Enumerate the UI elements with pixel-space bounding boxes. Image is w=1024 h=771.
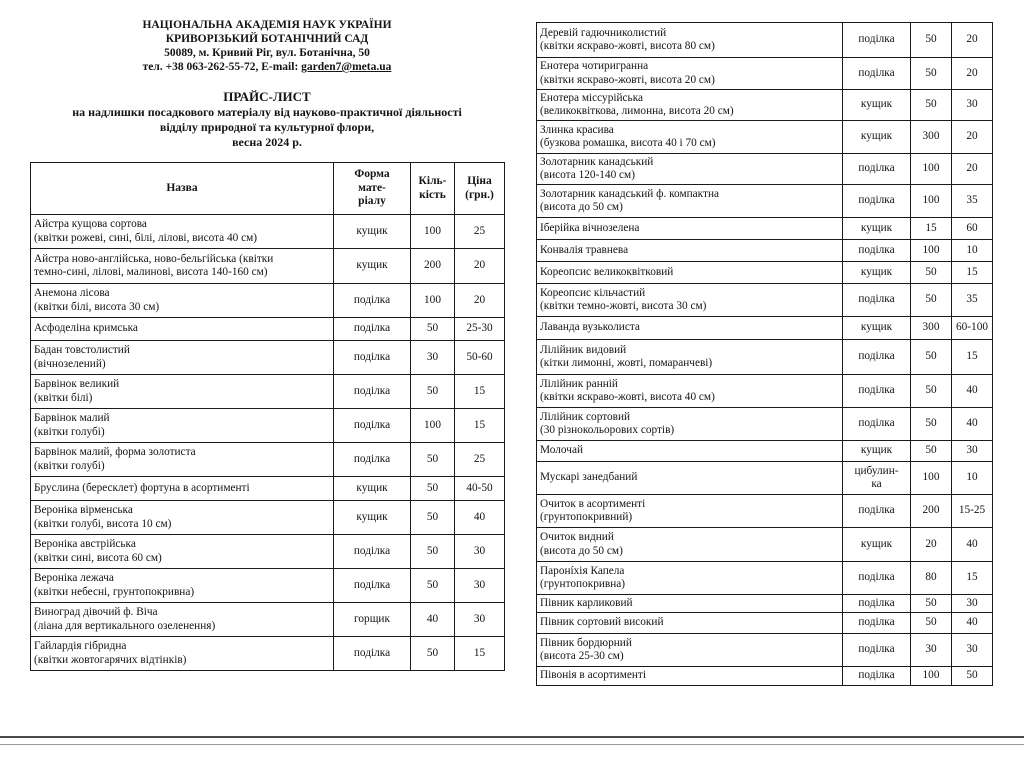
plant-name-cell: Енотера чотиригранна (квітки яскраво-жовті, висота 20 см)	[537, 58, 843, 90]
plant-name-cell: Енотера міссурійська (великоквіткова, лимонна, висота 20 см)	[537, 90, 843, 121]
plant-name-cell: Лаванда вузьколиста	[537, 317, 843, 340]
form-cell: кущик	[843, 528, 911, 562]
price-cell: 30	[952, 441, 993, 462]
plant-name-cell: Лілійник ранній (квітки яскраво-жовті, висота 40 см)	[537, 375, 843, 408]
plant-name-cell: Вероніка австрійська (квітки сині, висота 60 см)	[31, 535, 334, 569]
form-cell: цибулин- ка	[843, 462, 911, 495]
price-cell: 30	[952, 595, 993, 613]
left-page	[30, 18, 504, 671]
col-name-header: Назва	[31, 163, 334, 215]
quantity-cell: 300	[911, 121, 952, 154]
doc-subtitle-1: на надлишки посадкового матеріалу від науково-практичної діяльності	[72, 105, 462, 119]
table-row	[31, 375, 505, 409]
price-cell: 50-60	[455, 341, 505, 375]
plant-name-cell: Барвінок малий, форма золотиста (квітки голубі)	[31, 443, 334, 477]
quantity-cell: 50	[911, 595, 952, 613]
form-cell: поділка	[334, 637, 411, 671]
plant-name-cell: Конвалія травнева	[537, 240, 843, 262]
quantity-cell: 50	[411, 375, 455, 409]
form-cell: поділка	[843, 595, 911, 613]
table-row	[537, 218, 993, 240]
quantity-cell: 50	[411, 318, 455, 341]
form-cell: поділка	[843, 634, 911, 667]
plant-name-cell: Злинка красива (бузкова ромашка, висота 40 і 70 см)	[537, 121, 843, 154]
price-cell: 20	[952, 58, 993, 90]
org-name-2: КРИВОРІЗЬКИЙ БОТАНІЧНИЙ САД	[165, 33, 369, 45]
table-row	[537, 375, 993, 408]
table-row	[31, 341, 505, 375]
form-cell: поділка	[843, 284, 911, 317]
table-row	[31, 215, 505, 249]
price-cell: 15	[455, 375, 505, 409]
plant-name-cell: Золотарник канадський ф. компактна (висота до 50 см)	[537, 185, 843, 218]
letterhead	[30, 18, 504, 74]
table-row	[31, 284, 505, 318]
price-cell: 20	[455, 249, 505, 284]
price-cell: 10	[952, 462, 993, 495]
plant-name-cell: Очиток в асортименті (грунтопокривний)	[537, 495, 843, 528]
quantity-cell: 200	[911, 495, 952, 528]
form-cell: поділка	[334, 535, 411, 569]
price-cell: 25-30	[455, 318, 505, 341]
email-link[interactable]: garden7@meta.ua	[301, 61, 392, 73]
table-row	[537, 528, 993, 562]
table-row	[537, 340, 993, 375]
price-cell: 40	[952, 375, 993, 408]
doc-subtitle-2: відділу природної та культурної флори,	[159, 120, 375, 134]
form-cell: горщик	[334, 603, 411, 637]
form-cell: поділка	[334, 443, 411, 477]
form-cell: поділка	[843, 240, 911, 262]
quantity-cell: 100	[911, 462, 952, 495]
quantity-cell: 50	[911, 441, 952, 462]
form-cell: кущик	[843, 218, 911, 240]
price-cell: 30	[952, 634, 993, 667]
table-row	[537, 441, 993, 462]
quantity-cell: 40	[411, 603, 455, 637]
table-row	[537, 495, 993, 528]
price-cell: 30	[952, 90, 993, 121]
form-cell: поділка	[843, 58, 911, 90]
doc-subtitle-3: весна 2024 р.	[232, 135, 302, 149]
table-row	[537, 462, 993, 495]
plant-name-cell: Вероніка лежача (квітки небесні, грунтопокривна)	[31, 569, 334, 603]
table-row	[537, 595, 993, 613]
table-row	[537, 408, 993, 441]
quantity-cell: 50	[411, 443, 455, 477]
org-name-1: НАЦІОНАЛЬНА АКАДЕМІЯ НАУК УКРАЇНИ	[142, 19, 392, 31]
plant-name-cell: Виноград дівочий ф. Віча (ліана для вертикального озеленення)	[31, 603, 334, 637]
form-cell: кущик	[334, 215, 411, 249]
table-row	[537, 58, 993, 90]
table-row	[537, 154, 993, 185]
table-row	[31, 501, 505, 535]
quantity-cell: 100	[911, 240, 952, 262]
plant-name-cell: Вероніка вірменська (квітки голубі, висота 10 см)	[31, 501, 334, 535]
plant-name-cell: Півник сортовий високий	[537, 613, 843, 634]
price-cell: 20	[952, 23, 993, 58]
quantity-cell: 100	[411, 284, 455, 318]
form-cell: поділка	[334, 569, 411, 603]
contact-line	[30, 60, 504, 74]
plant-name-cell: Барвінок великий (квітки білі)	[31, 375, 334, 409]
table-row	[537, 613, 993, 634]
form-cell: кущик	[334, 249, 411, 284]
price-cell: 40-50	[455, 477, 505, 501]
plant-name-cell: Лілійник видовий (кітки лимонні, жовті, помаранчеві)	[537, 340, 843, 375]
quantity-cell: 80	[911, 562, 952, 595]
plant-name-cell: Айстра кущова сортова (квітки рожеві, сині, білі, лілові, висота 40 см)	[31, 215, 334, 249]
col-qty-header: Кіль- кість	[411, 163, 455, 215]
table-row	[537, 562, 993, 595]
table-row	[537, 121, 993, 154]
quantity-cell: 50	[911, 284, 952, 317]
plant-name-cell: Анемона лісова (квітки білі, висота 30 см)	[31, 284, 334, 318]
price-cell: 40	[952, 613, 993, 634]
quantity-cell: 50	[911, 613, 952, 634]
form-cell: поділка	[843, 23, 911, 58]
plant-name-cell: Золотарник канадський (висота 120-140 см)	[537, 154, 843, 185]
plant-name-cell: Паронíхія Капела (грунтопокривна)	[537, 562, 843, 595]
quantity-cell: 50	[911, 58, 952, 90]
price-cell: 20	[455, 284, 505, 318]
form-cell: поділка	[334, 409, 411, 443]
price-table-right	[536, 22, 993, 686]
form-cell: кущик	[334, 477, 411, 501]
quantity-cell: 100	[911, 185, 952, 218]
plant-name-cell: Кореопсис великоквітковий	[537, 262, 843, 284]
price-cell: 15	[952, 262, 993, 284]
price-cell: 15	[952, 340, 993, 375]
form-cell: поділка	[334, 341, 411, 375]
quantity-cell: 15	[911, 218, 952, 240]
scan-edge-line-faint	[0, 744, 1024, 745]
quantity-cell: 200	[411, 249, 455, 284]
price-cell: 25	[455, 443, 505, 477]
quantity-cell: 50	[911, 262, 952, 284]
plant-name-cell: Деревій гадючниколистий (квітки яскраво-жовті, висота 80 см)	[537, 23, 843, 58]
price-cell: 60	[952, 218, 993, 240]
plant-name-cell: Півник карликовий	[537, 595, 843, 613]
price-cell: 15	[952, 562, 993, 595]
table-row	[31, 535, 505, 569]
form-cell: поділка	[334, 318, 411, 341]
price-table-left	[30, 162, 505, 671]
left-table-body	[31, 215, 505, 671]
table-row	[31, 603, 505, 637]
table-row	[31, 443, 505, 477]
quantity-cell: 50	[411, 477, 455, 501]
price-cell: 50	[952, 667, 993, 686]
form-cell: поділка	[334, 375, 411, 409]
quantity-cell: 100	[411, 215, 455, 249]
plant-name-cell: Півонія в асортименті	[537, 667, 843, 686]
plant-name-cell: Айстра ново-англійська, ново-бельгійська (квітки темно-сині, лілові, малинові, висота 140-160 см)	[31, 249, 334, 284]
table-row	[537, 667, 993, 686]
quantity-cell: 50	[411, 569, 455, 603]
form-cell: поділка	[843, 562, 911, 595]
price-cell: 30	[455, 535, 505, 569]
price-cell: 30	[455, 603, 505, 637]
table-row	[537, 634, 993, 667]
table-row	[537, 262, 993, 284]
plant-name-cell: Мускарі занедбаний	[537, 462, 843, 495]
quantity-cell: 300	[911, 317, 952, 340]
price-cell: 20	[952, 154, 993, 185]
right-page	[536, 22, 992, 686]
plant-name-cell: Іберійка вічнозелена	[537, 218, 843, 240]
quantity-cell: 50	[911, 408, 952, 441]
form-cell: поділка	[843, 667, 911, 686]
table-row	[537, 317, 993, 340]
plant-name-cell: Кореопсис кільчастий (квітки темно-жовті, висота 30 см)	[537, 284, 843, 317]
quantity-cell: 30	[411, 341, 455, 375]
form-cell: поділка	[843, 154, 911, 185]
price-cell: 20	[952, 121, 993, 154]
table-row	[537, 240, 993, 262]
plant-name-cell: Лілійник сортовий (30 різнокольорових сортів)	[537, 408, 843, 441]
table-row	[31, 409, 505, 443]
quantity-cell: 100	[911, 154, 952, 185]
price-cell: 15	[455, 637, 505, 671]
price-cell: 40	[952, 528, 993, 562]
phone-text: тел. +38 063-262-55-72, E-mail:	[142, 61, 302, 73]
price-cell: 15-25	[952, 495, 993, 528]
col-form-header: Форма мате- ріалу	[334, 163, 411, 215]
quantity-cell: 50	[911, 23, 952, 58]
plant-name-cell: Очиток видний (висота до 50 см)	[537, 528, 843, 562]
form-cell: поділка	[843, 408, 911, 441]
price-cell: 10	[952, 240, 993, 262]
form-cell: кущик	[334, 501, 411, 535]
col-price-header: Ціна (грн.)	[455, 163, 505, 215]
table-row	[537, 23, 993, 58]
price-cell: 60-100	[952, 317, 993, 340]
address: 50089, м. Кривий Ріг, вул. Ботанічна, 50	[164, 47, 370, 59]
form-cell: поділка	[843, 375, 911, 408]
quantity-cell: 50	[911, 375, 952, 408]
quantity-cell: 100	[911, 667, 952, 686]
form-cell: кущик	[843, 90, 911, 121]
table-header-row	[31, 163, 505, 215]
table-row	[537, 284, 993, 317]
form-cell: кущик	[843, 317, 911, 340]
table-row	[537, 185, 993, 218]
plant-name-cell: Барвінок малий (квітки голубі)	[31, 409, 334, 443]
quantity-cell: 20	[911, 528, 952, 562]
table-row	[31, 637, 505, 671]
form-cell: поділка	[334, 284, 411, 318]
form-cell: кущик	[843, 262, 911, 284]
form-cell: поділка	[843, 495, 911, 528]
price-cell: 25	[455, 215, 505, 249]
quantity-cell: 50	[411, 535, 455, 569]
plant-name-cell: Півник бордюрний (висота 25-30 см)	[537, 634, 843, 667]
quantity-cell: 100	[411, 409, 455, 443]
table-row	[31, 318, 505, 341]
price-cell: 30	[455, 569, 505, 603]
form-cell: поділка	[843, 340, 911, 375]
table-row	[31, 477, 505, 501]
form-cell: поділка	[843, 613, 911, 634]
doc-title: ПРАЙС-ЛИСТ	[223, 89, 311, 104]
plant-name-cell: Бруслина (бересклет) фортуна в асортименті	[31, 477, 334, 501]
price-cell: 35	[952, 284, 993, 317]
form-cell: кущик	[843, 441, 911, 462]
table-row	[31, 249, 505, 284]
quantity-cell: 50	[911, 90, 952, 121]
plant-name-cell: Асфоделіна кримська	[31, 318, 334, 341]
right-table-body	[537, 23, 993, 686]
quantity-cell: 50	[911, 340, 952, 375]
table-row	[537, 90, 993, 121]
form-cell: кущик	[843, 121, 911, 154]
scan-edge-line	[0, 736, 1024, 738]
price-cell: 40	[952, 408, 993, 441]
quantity-cell: 50	[411, 501, 455, 535]
price-cell: 15	[455, 409, 505, 443]
price-cell: 35	[952, 185, 993, 218]
form-cell: поділка	[843, 185, 911, 218]
quantity-cell: 30	[911, 634, 952, 667]
table-row	[31, 569, 505, 603]
plant-name-cell: Гайлардія гібридна (квітки жовтогарячих відтінків)	[31, 637, 334, 671]
plant-name-cell: Молочай	[537, 441, 843, 462]
quantity-cell: 50	[411, 637, 455, 671]
price-cell: 40	[455, 501, 505, 535]
plant-name-cell: Бадан товстолистий (вічнозелений)	[31, 341, 334, 375]
